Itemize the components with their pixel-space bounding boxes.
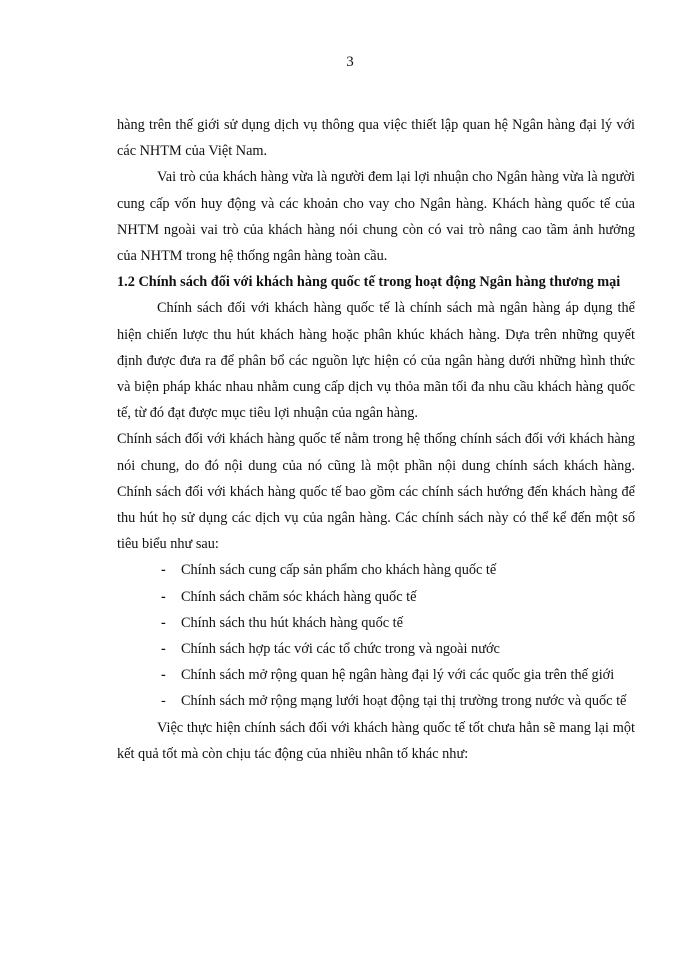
list-item bbox=[117, 662, 635, 688]
dash-bullet: - bbox=[161, 588, 166, 605]
list-item-text: Chính sách mở rộng quan hệ ngân hàng đại lý với các quốc gia trên thế giới bbox=[181, 667, 615, 684]
paragraph-continuation: hàng trên thế giới sử dụng dịch vụ thông qua việc thiết lập quan hệ Ngân hàng đại lý với các NHTM của Việt Nam. bbox=[117, 117, 635, 160]
dash-bullet: - bbox=[161, 693, 166, 710]
list-item-text: Chính sách thu hút khách hàng quốc tế bbox=[181, 614, 403, 631]
policy-list bbox=[117, 557, 635, 714]
document-body bbox=[117, 112, 635, 767]
dash-bullet: - bbox=[161, 641, 166, 658]
list-item bbox=[117, 584, 635, 610]
paragraph-implementation: Việc thực hiện chính sách đối với khách hàng quốc tế tốt chưa hẳn sẽ mang lại một kết quả tốt mà còn chịu tác động của nhiều nhân tố khác như: bbox=[117, 719, 635, 762]
list-item-text: Chính sách mở rộng mạng lưới hoạt động tại thị trường trong nước và quốc tế bbox=[181, 693, 627, 710]
section-heading: 1.2 Chính sách đối với khách hàng quốc tế trong hoạt động Ngân hàng thương mại bbox=[117, 274, 621, 291]
paragraph-policy-system: Chính sách đối với khách hàng quốc tế nằm trong hệ thống chính sách đối với khách hàng nói chung, do đó nội dung của nó cũng là một phần nội dung chính sách khách hàng. Chính sách đối với khách hàng quốc tế bao gồm các chính sách hướng đến khách hàng để thu hút họ sử dụng các dịch vụ của ngân hàng. Các chính sách này có thể kể đến một số tiêu biểu như sau: bbox=[117, 431, 635, 553]
paragraph-customer-role: Vai trò của khách hàng vừa là người đem lại lợi nhuận cho Ngân hàng vừa là người cung cấp vốn huy động và các khoản cho vay cho Ngân hàng. Khách hàng quốc tế của NHTM ngoài vai trò của khách hàng nói chung còn có vai trò nâng cao tầm ảnh hưởng của NHTM trong hệ thống ngân hàng toàn cầu. bbox=[117, 169, 635, 265]
list-item bbox=[117, 557, 635, 583]
list-item bbox=[117, 610, 635, 636]
list-item-text: Chính sách cung cấp sản phẩm cho khách hàng quốc tế bbox=[181, 562, 497, 579]
page-number: 3 bbox=[346, 54, 354, 70]
list-item bbox=[117, 688, 635, 714]
dash-bullet: - bbox=[161, 562, 166, 579]
dash-bullet: - bbox=[161, 667, 166, 684]
dash-bullet: - bbox=[161, 614, 166, 631]
list-item-text: Chính sách hợp tác với các tổ chức trong và ngoài nước bbox=[181, 641, 500, 658]
paragraph-policy-definition: Chính sách đối với khách hàng quốc tế là chính sách mà ngân hàng áp dụng thể hiện chiến lược thu hút khách hàng hoặc phân khúc khách hàng. Dựa trên những quyết định được đưa ra để phân bổ các nguồn lực hiện có của ngân hàng dưới những hình thức và biện pháp khác nhau nhằm cung cấp dịch vụ thỏa mãn tối đa nhu cầu khách hàng quốc tế, từ đó đạt được mục tiêu lợi nhuận của ngân hàng. bbox=[117, 300, 635, 422]
list-item-text: Chính sách chăm sóc khách hàng quốc tế bbox=[181, 588, 417, 605]
list-item bbox=[117, 636, 635, 662]
